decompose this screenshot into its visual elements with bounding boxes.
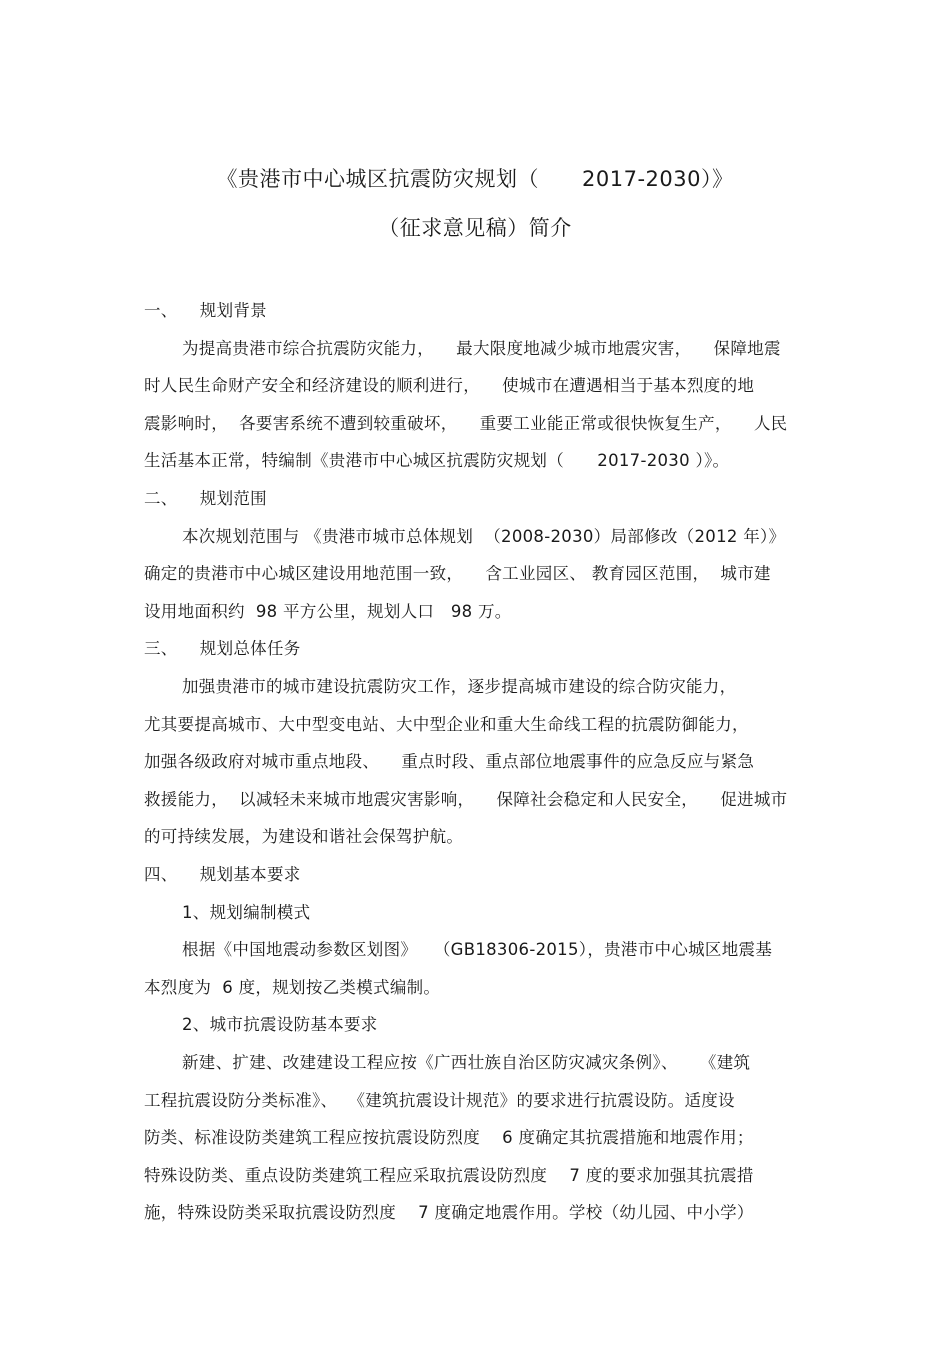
text-line: 一、 规划背景 (144, 301, 267, 320)
text-line: 施，特殊设防类采取抗震设防烈度 7 度确定地震作用。学校（幼儿园、中小学） (144, 1203, 754, 1223)
text-line: 加强贵港市的城市建设抗震防灾工作，逐步提高城市建设的综合防灾能力， (182, 677, 737, 696)
text-line: 救援能力， 以减轻未来城市地震灾害影响， 保障社会稳定和人民安全， 促进城市 (144, 789, 788, 809)
text-line: 2、城市抗震设防基本要求 (182, 1015, 378, 1035)
text-line: 防类、标准设防类建筑工程应按抗震设防烈度 6 度确定其抗震措施和地震作用； (144, 1128, 754, 1148)
text-line: 三、 规划总体任务 (144, 639, 301, 659)
text-line: 四、 规划基本要求 (144, 865, 301, 884)
text-line: 本烈度为 6 度，规划按乙类模式编制。 (144, 977, 441, 997)
text-line: 工程抗震设防分类标准》、 《建筑抗震设计规范》的要求进行抗震设防。适度设 (144, 1090, 735, 1110)
document-subtitle: （征求意见稿）简介 (378, 216, 572, 240)
text-line: 时人民生命财产安全和经济建设的顺利进行， 使城市在遭遇相当于基本烈度的地 (144, 376, 755, 396)
text-line: 设用地面积约 98 平方公里，规划人口 98 万。 (144, 601, 512, 621)
text-line: 1、规划编制模式 (182, 902, 311, 922)
text-line: 尤其要提高城市、大中型变电站、大中型企业和重大生命线工程的抗震防御能力， (144, 714, 749, 734)
document-title: 《贵港市中心城区抗震防灾规划（ 2017-2030）》 (216, 167, 734, 191)
text-line: 为提高贵港市综合抗震防灾能力， 最大限度地减少城市地震灾害， 保障地震 (182, 338, 781, 358)
text-line: 生活基本正常，特编制《贵港市中心城区抗震防灾规划（ 2017-2030 ）》。 (144, 451, 730, 471)
text-line: 加强各级政府对城市重点地段、 重点时段、重点部位地震事件的应急反应与紧急 (144, 752, 755, 772)
text-line: 根据《中国地震动参数区划图》 （GB18306-2015），贵港市中心城区地震基 (182, 940, 773, 960)
text-line: 震影响时， 各要害系统不遭到较重破坏， 重要工业能正常或很快恢复生产， 人民 (144, 413, 788, 433)
text-line: 二、 规划范围 (144, 489, 267, 508)
text-line: 本次规划范围与 《贵港市城市总体规划 （2008-2030）局部修改（2012 年）》 (182, 526, 786, 546)
text-line: 确定的贵港市中心城区建设用地范围一致， 含工业园区、 教育园区范围， 城市建 (144, 564, 771, 584)
text-line: 的可持续发展，为建设和谐社会保驾护航。 (144, 827, 464, 847)
text-line: 新建、扩建、改建建设工程应按《广西壮族自治区防灾减灾条例》、 《建筑 (182, 1053, 751, 1072)
text-line: 特殊设防类、重点设防类建筑工程应采取抗震设防烈度 7 度的要求加强其抗震措 (144, 1165, 754, 1185)
